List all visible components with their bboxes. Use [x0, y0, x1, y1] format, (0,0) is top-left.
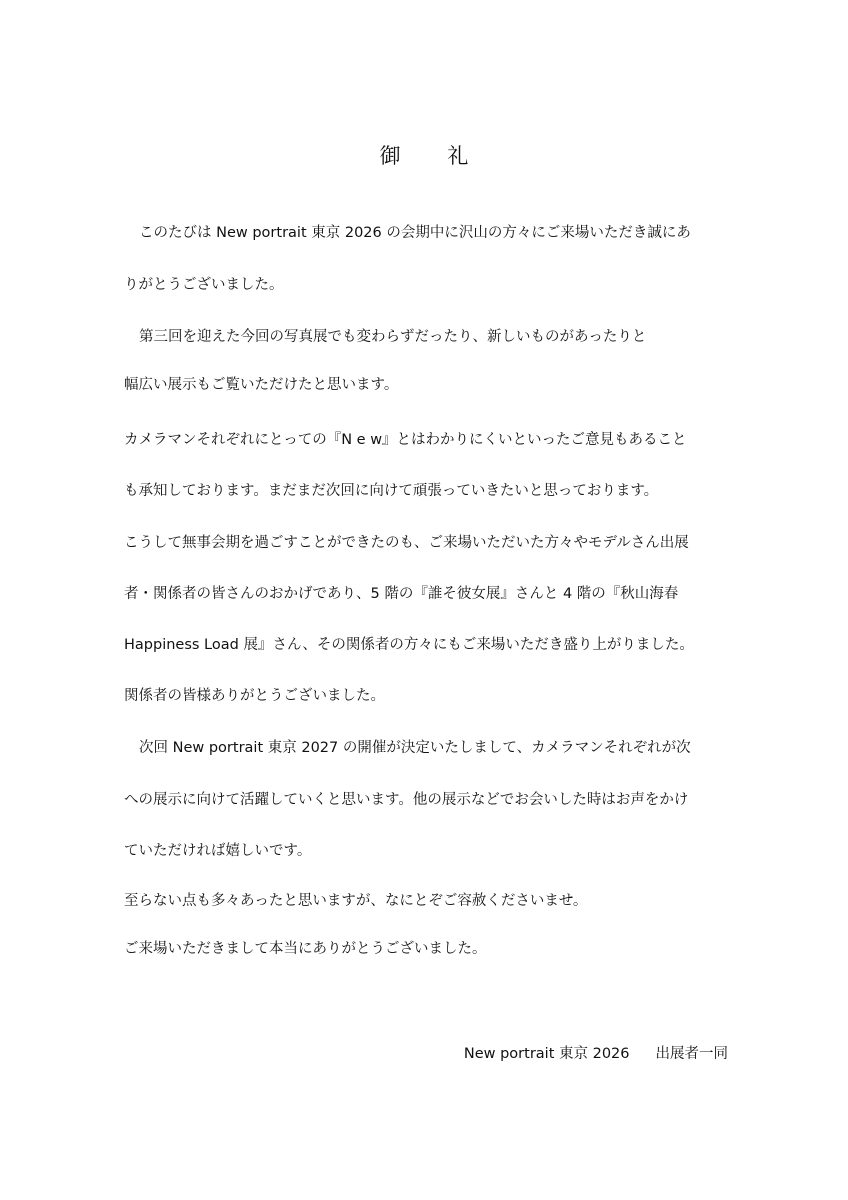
signature — [0, 1042, 728, 1066]
body-line: ていただければ嬉しいです。 — [124, 843, 312, 859]
body-line: への展示に向けて活躍していくと思います。他の展示などでお会いした時はお声をかけ — [124, 792, 689, 808]
page-title: 御 礼 — [379, 144, 489, 168]
signature-event: New portrait 東京 2026 — [463, 1046, 630, 1062]
body-line: こうして無事会期を過ごすことができたのも、ご来場いただいた方々やモデルさん出展 — [124, 535, 689, 551]
body-line: ご来場いただきまして本当にありがとうございました。 — [124, 941, 487, 957]
body-line: 関係者の皆様ありがとうございました。 — [124, 688, 385, 704]
body-line: このたびは New portrait 東京 2026 の会期中に沢山の方々にご来場いただき誠にあ — [139, 225, 691, 241]
signature-group: 出展者一同 — [655, 1046, 728, 1062]
body-line: 第三回を迎えた今回の写真展でも変わらずだったり、新しいものがあったりと — [139, 329, 647, 345]
body-line: Happiness Load 展』さん、その関係者の方々にもご来場いただき盛り上がりました。 — [124, 637, 694, 653]
body-line: りがとうございました。 — [124, 277, 284, 293]
body-line: カメラマンそれぞれにとっての『N e w』とはわかりにくいといったご意見もあること — [124, 432, 687, 448]
body-line: 者・関係者の皆さんのおかげであり、5 階の『誰そ彼女展』さんと 4 階の『秋山海春 — [124, 586, 679, 602]
body-line: 幅広い展示もご覧いただけたと思います。 — [124, 377, 399, 393]
body-line: 至らない点も多々あったと思いますが、なにとぞご容赦くださいませ。 — [124, 893, 588, 909]
body-line: 次回 New portrait 東京 2027 の開催が決定いたしまして、カメラマンそれぞれが次 — [139, 740, 691, 756]
body-line: も承知しております。まだまだ次回に向けて頑張っていきたいと思っております。 — [124, 483, 659, 499]
